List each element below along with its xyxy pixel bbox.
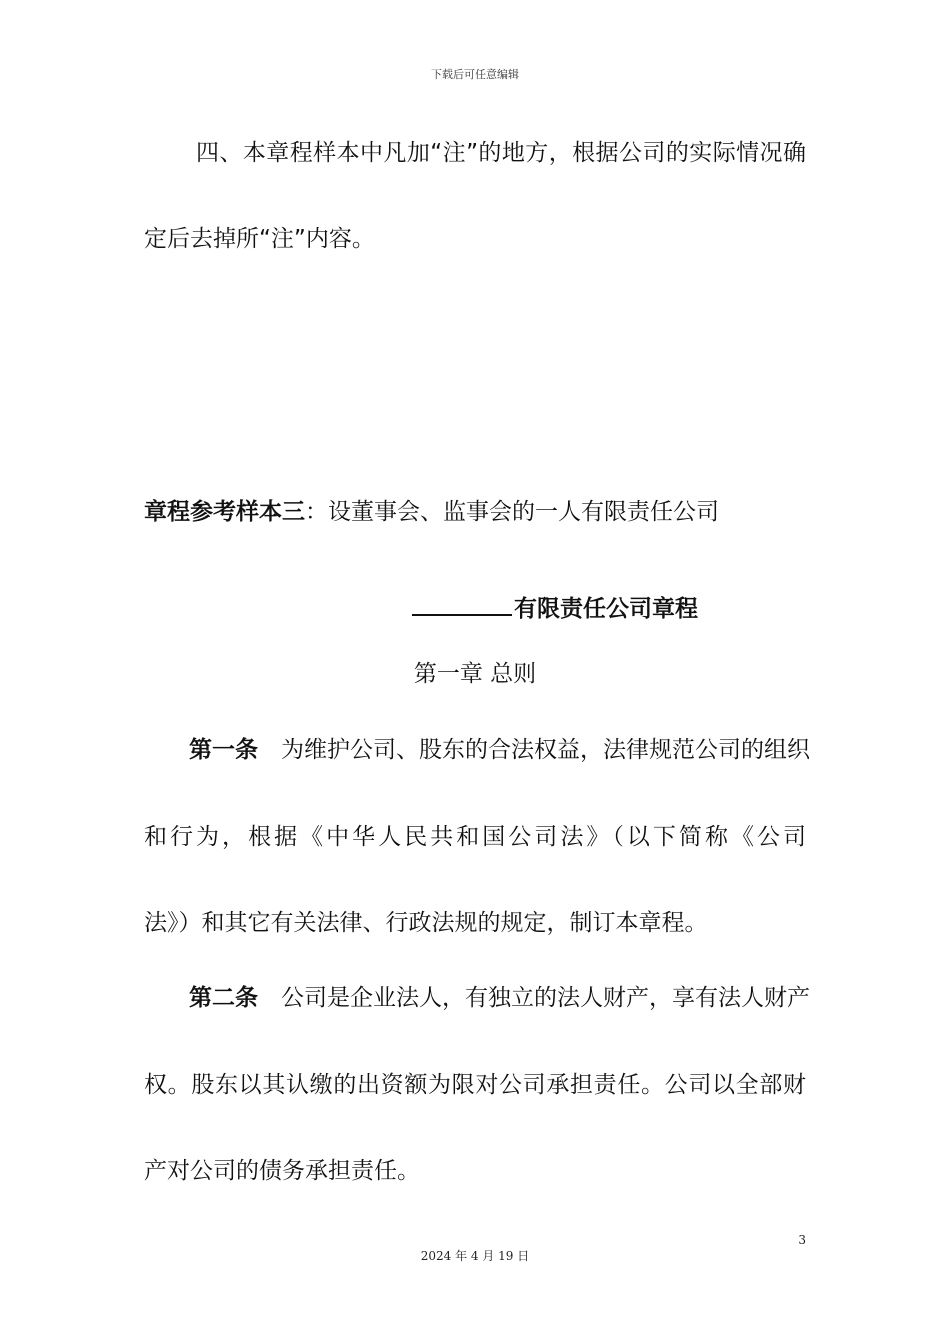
note-item-4-line-1: 四、本章程样本中凡加“注”的地方，根据公司的实际情况确 <box>196 140 806 166</box>
article-1-line-2: 和行为，根据《中华人民共和国公司法》（以下简称《公司 <box>144 824 806 850</box>
note-item-4-line-2: 定后去掉所“注”内容。 <box>144 226 375 252</box>
company-name-blank <box>412 594 512 616</box>
chapter-heading: 第一章 总则 <box>413 661 537 687</box>
article-2-line-1 <box>189 983 810 1013</box>
article-2-label: 第二条 <box>189 985 258 1011</box>
document-title <box>412 594 698 624</box>
page-number: 3 <box>798 1233 806 1247</box>
article-1-text-1: 为维护公司、股东的合法权益，法律规范公司的组织 <box>281 737 810 763</box>
article-2-text-1: 公司是企业法人，有独立的法人财产，享有法人财产 <box>281 985 810 1011</box>
article-2-line-3: 产对公司的债务承担责任。 <box>144 1158 420 1184</box>
article-2-line-2: 权。股东以其认缴的出资额为限对公司承担责任。公司以全部财 <box>144 1072 806 1098</box>
footer-date: 2024 年 4 月 19 日 <box>420 1249 530 1263</box>
sample-heading <box>144 497 806 527</box>
article-1-line-3: 法》）和其它有关法律、行政法规的规定，制订本章程。 <box>144 910 708 936</box>
article-1-label: 第一条 <box>189 737 258 763</box>
document-title-text: 有限责任公司章程 <box>514 596 698 622</box>
sample-label: 章程参考样本三 <box>144 499 305 525</box>
sample-description: ：设董事会、监事会的一人有限责任公司 <box>305 499 719 525</box>
article-1-line-1 <box>189 735 810 765</box>
page-header: 下载后可任意编辑 <box>431 68 519 81</box>
